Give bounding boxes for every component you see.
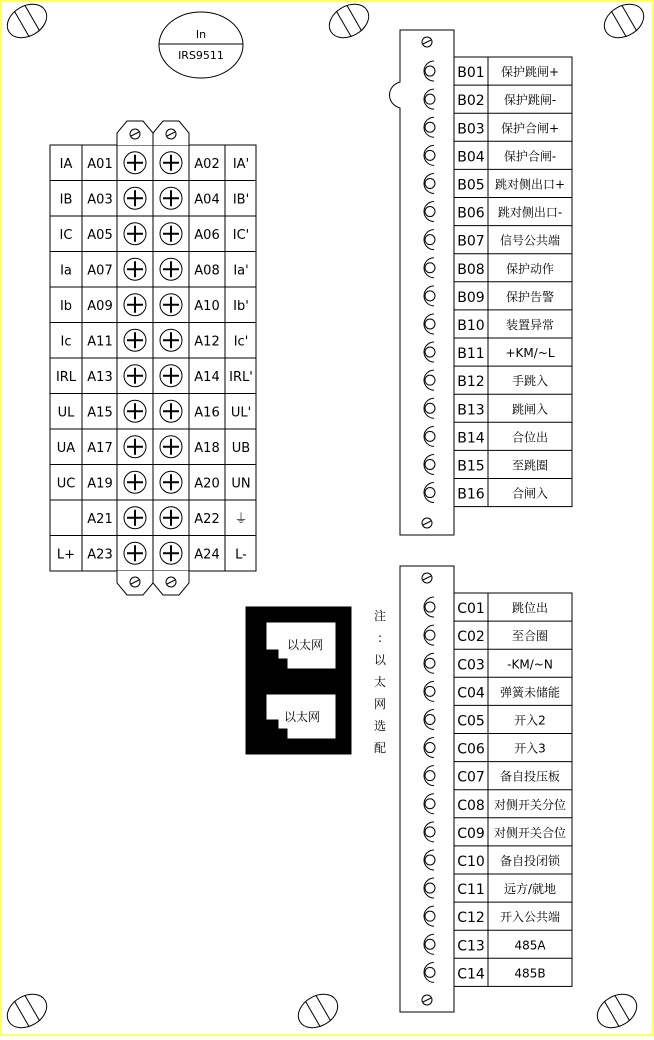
terminal-a-right-label: Ia' — [233, 263, 249, 279]
end-screw-icon — [130, 577, 140, 587]
terminal-screw-icon[interactable] — [160, 400, 182, 422]
terminal_c-label: 开入公共端 — [499, 910, 561, 925]
end-screw-icon — [422, 518, 432, 528]
terminal_b-pin: B11 — [457, 346, 485, 363]
terminal_c-pin: C05 — [457, 713, 485, 730]
mounting-screw-icon — [591, 988, 642, 1035]
terminal_b-label: 至跳圈 — [511, 458, 549, 473]
terminal_b-label: 跳对侧出口+ — [494, 177, 566, 192]
terminal-a-left-pin: A15 — [87, 405, 113, 421]
terminal_b-label: 保护动作 — [505, 261, 555, 276]
terminal_c-pin: C12 — [457, 910, 485, 927]
end-screw-icon — [422, 995, 432, 1005]
ethernet-port-1-label: 以太网 — [286, 638, 324, 652]
terminal_b-strip — [390, 30, 455, 535]
terminal-a-right-label: UL' — [230, 405, 252, 421]
terminal-a-right-pin: A10 — [194, 298, 220, 314]
end-screw-icon — [130, 129, 140, 139]
terminal-a-right-pin: A12 — [194, 334, 220, 350]
end-screw-icon — [166, 577, 176, 587]
terminal_c-pin: C03 — [457, 657, 485, 674]
device-badge — [159, 12, 243, 78]
note-char: 以 — [373, 653, 387, 667]
terminal_b-label: 保护合闸- — [503, 149, 557, 164]
badge-model-text: IRS9511 — [178, 49, 224, 62]
mounting-screw-icon — [1, 988, 52, 1035]
terminal-screw-icon[interactable] — [160, 294, 182, 316]
terminal-a-left-pin: A07 — [87, 263, 113, 279]
terminal-a-right-pin: A04 — [194, 192, 220, 208]
terminal_b-pin: B13 — [457, 402, 485, 419]
note-char: 注 — [373, 609, 387, 623]
terminal-screw-icon[interactable] — [124, 507, 146, 529]
terminal-a-right-pin: A24 — [194, 547, 220, 563]
terminal_c-label: 对侧开关分位 — [493, 797, 567, 812]
terminal-a-left-pin: A01 — [87, 156, 113, 172]
terminal-screw-icon[interactable] — [160, 329, 182, 351]
terminal_c-label: 对侧开关合位 — [493, 825, 567, 840]
terminal_b-pin: B07 — [457, 233, 485, 250]
terminal-screw-icon[interactable] — [160, 152, 182, 174]
terminal-a-right-pin: A14 — [194, 369, 220, 385]
mounting-screw-icon — [292, 988, 343, 1035]
terminal_b-pin: B10 — [457, 317, 485, 334]
terminal-screw-icon[interactable] — [160, 436, 182, 458]
terminal_c-label: 485A — [514, 938, 546, 953]
terminal-a-left-pin: A21 — [87, 511, 113, 527]
terminal-screw-icon[interactable] — [124, 329, 146, 351]
terminal_c-label: 备自投压板 — [499, 769, 561, 784]
terminal-a-left-label: IRL — [55, 369, 77, 385]
terminal-a-left-pin: A05 — [87, 227, 113, 243]
terminal_b-pin: B14 — [457, 430, 485, 447]
terminal-screw-icon[interactable] — [160, 507, 182, 529]
terminal-screw-icon[interactable] — [124, 436, 146, 458]
terminal-a-left-label: UA — [56, 440, 76, 456]
terminal-screw-icon[interactable] — [124, 223, 146, 245]
ethernet-ports — [246, 607, 351, 754]
terminal_b-pin: B01 — [457, 65, 485, 82]
terminal-a-right-pin: A06 — [194, 227, 220, 243]
terminal-screw-icon[interactable] — [160, 471, 182, 493]
terminal-a-right-label: Ib' — [233, 298, 249, 314]
terminal-a-right-label: IRL' — [229, 369, 253, 385]
ethernet-optional-note — [374, 609, 387, 755]
terminal-a-left-label: Ia — [60, 263, 72, 279]
end-screw-icon — [166, 129, 176, 139]
terminal-screw-icon[interactable] — [160, 187, 182, 209]
terminal_c-pin: C09 — [457, 825, 485, 842]
terminal_b-label: 跳闸入 — [511, 402, 549, 417]
terminal-a-right-pin: A22 — [194, 511, 220, 527]
terminal_c-label: 跳位出 — [511, 601, 549, 616]
terminal-a-left-pin: A23 — [87, 547, 113, 563]
terminal-a-left-pin: A17 — [87, 440, 113, 456]
terminal-a-right-label: IB' — [232, 192, 250, 208]
terminal_b-label: 保护合闸+ — [500, 121, 560, 136]
terminal-a-right-label: UB — [231, 440, 251, 456]
terminal_b-pin: B03 — [457, 121, 485, 138]
terminal-screw-icon[interactable] — [160, 223, 182, 245]
terminal_c-label: 开入2 — [514, 713, 546, 728]
terminal_c-pin: C06 — [457, 741, 485, 758]
terminal_c-label: 至合圈 — [511, 629, 549, 644]
terminal-a-left-label: IA — [59, 156, 73, 172]
terminal_c-pin: C14 — [457, 966, 485, 983]
terminal_c-pin: C13 — [457, 938, 485, 955]
terminal_c-pin: C11 — [457, 882, 485, 899]
terminal-a-right-label: UN — [231, 476, 251, 492]
terminal-screw-icon[interactable] — [124, 471, 146, 493]
terminal-a-left-label: UC — [56, 476, 76, 492]
note-char: 配 — [373, 741, 387, 755]
terminal_c-pin: C04 — [457, 685, 485, 702]
badge-top-text: In — [195, 28, 207, 41]
mounting-screw-icon — [598, 0, 649, 44]
terminal-a-right-pin: A02 — [194, 156, 220, 172]
terminal-screw-icon[interactable] — [124, 365, 146, 387]
terminal_b-label: 合位出 — [511, 430, 549, 445]
terminal-a-right-label: L- — [235, 547, 247, 563]
terminal-screw-icon[interactable] — [124, 400, 146, 422]
terminal-a-right-pin: A18 — [194, 440, 220, 456]
terminal_c-label: 远方/就地 — [503, 882, 557, 897]
terminal_b-pin: B08 — [457, 261, 485, 278]
terminal-a-right-pin: A08 — [194, 263, 220, 279]
terminal-a-right-label: IC' — [232, 227, 250, 243]
terminal-a-left-label: IB — [59, 192, 73, 208]
terminal-screw-icon[interactable] — [160, 258, 182, 280]
terminal-a-left-pin: A03 — [87, 192, 113, 208]
terminal_b-pin: B02 — [457, 93, 485, 110]
terminal-screw-icon[interactable] — [124, 187, 146, 209]
terminal-a-right-label: Ic' — [233, 334, 249, 350]
terminal_b-label: 装置异常 — [505, 317, 555, 332]
terminal-a-left-label: Ib — [59, 298, 73, 314]
terminal-screw-icon[interactable] — [124, 542, 146, 564]
terminal_c-label: 弹簧未储能 — [499, 685, 561, 700]
terminal-a-left-label: L+ — [56, 547, 76, 563]
terminal-screw-icon[interactable] — [160, 365, 182, 387]
terminal_c-pin: C07 — [457, 769, 485, 786]
terminal-a-right-label: IA' — [232, 156, 250, 172]
terminal_b-label: 合闸入 — [511, 486, 549, 501]
terminal_b-pin: B04 — [457, 149, 485, 166]
terminal-screw-icon[interactable] — [124, 258, 146, 280]
terminal-a-right-pin: A16 — [194, 405, 220, 421]
terminal-a-left-pin: A19 — [87, 476, 113, 492]
terminal_b-pin: B12 — [457, 374, 485, 391]
terminal-a-left-pin: A13 — [87, 369, 113, 385]
terminal_c-label: 开入3 — [514, 741, 546, 756]
terminal_c-label: -KM/~N — [507, 657, 553, 672]
mounting-screw-icon — [1, 0, 52, 44]
terminal_b-label: 手跳入 — [511, 374, 549, 389]
terminal_b-pin: B16 — [457, 486, 485, 503]
terminal-screw-icon[interactable] — [124, 294, 146, 316]
terminal_b-pin: B15 — [457, 458, 485, 475]
terminal-a-right-label: ⏚ — [234, 511, 248, 527]
note-char: : — [377, 631, 383, 645]
end-screw-icon — [422, 573, 432, 583]
terminal_c-label: 485B — [514, 966, 546, 981]
terminal-screw-icon[interactable] — [124, 152, 146, 174]
terminal_b-label: 跳对侧出口- — [497, 205, 563, 220]
terminal-block-a — [50, 121, 256, 595]
terminal-a-right-pin: A20 — [194, 476, 220, 492]
terminal_c-pin: C02 — [457, 629, 485, 646]
terminal-a-left-pin: A09 — [87, 298, 113, 314]
terminal_b-pin: B09 — [457, 289, 485, 306]
terminal_b-pin: B06 — [457, 205, 485, 222]
terminal_b-label: 保护告警 — [505, 289, 555, 304]
terminal_c-label: 备自投闭锁 — [499, 853, 561, 868]
terminal-screw-icon[interactable] — [160, 542, 182, 564]
terminal-block-b — [390, 30, 573, 535]
terminal_b-label: 信号公共端 — [499, 233, 561, 248]
terminal_b-label: +KM/~L — [505, 346, 555, 361]
end-screw-icon — [422, 37, 432, 47]
terminal-a-left-pin: A11 — [87, 334, 113, 350]
terminal-a-left-label: UL — [57, 405, 75, 421]
terminal_c-pin: C10 — [457, 853, 485, 870]
terminal-block-c — [400, 566, 572, 1012]
terminal-a-left-label: Ic — [60, 334, 72, 350]
terminal_b-label: 保护跳闸- — [503, 93, 557, 108]
terminal_b-pin: B05 — [457, 177, 485, 194]
note-char: 网 — [373, 697, 387, 711]
terminal_b-label: 保护跳闸+ — [500, 65, 560, 80]
note-char: 太 — [373, 675, 387, 689]
terminal_c-pin: C08 — [457, 797, 485, 814]
mounting-screw-icon — [323, 0, 374, 44]
ethernet-port-2-label: 以太网 — [283, 710, 321, 724]
terminal_c-pin: C01 — [457, 601, 485, 618]
terminal-a-left-label: IC — [59, 227, 73, 243]
note-char: 选 — [373, 719, 387, 733]
